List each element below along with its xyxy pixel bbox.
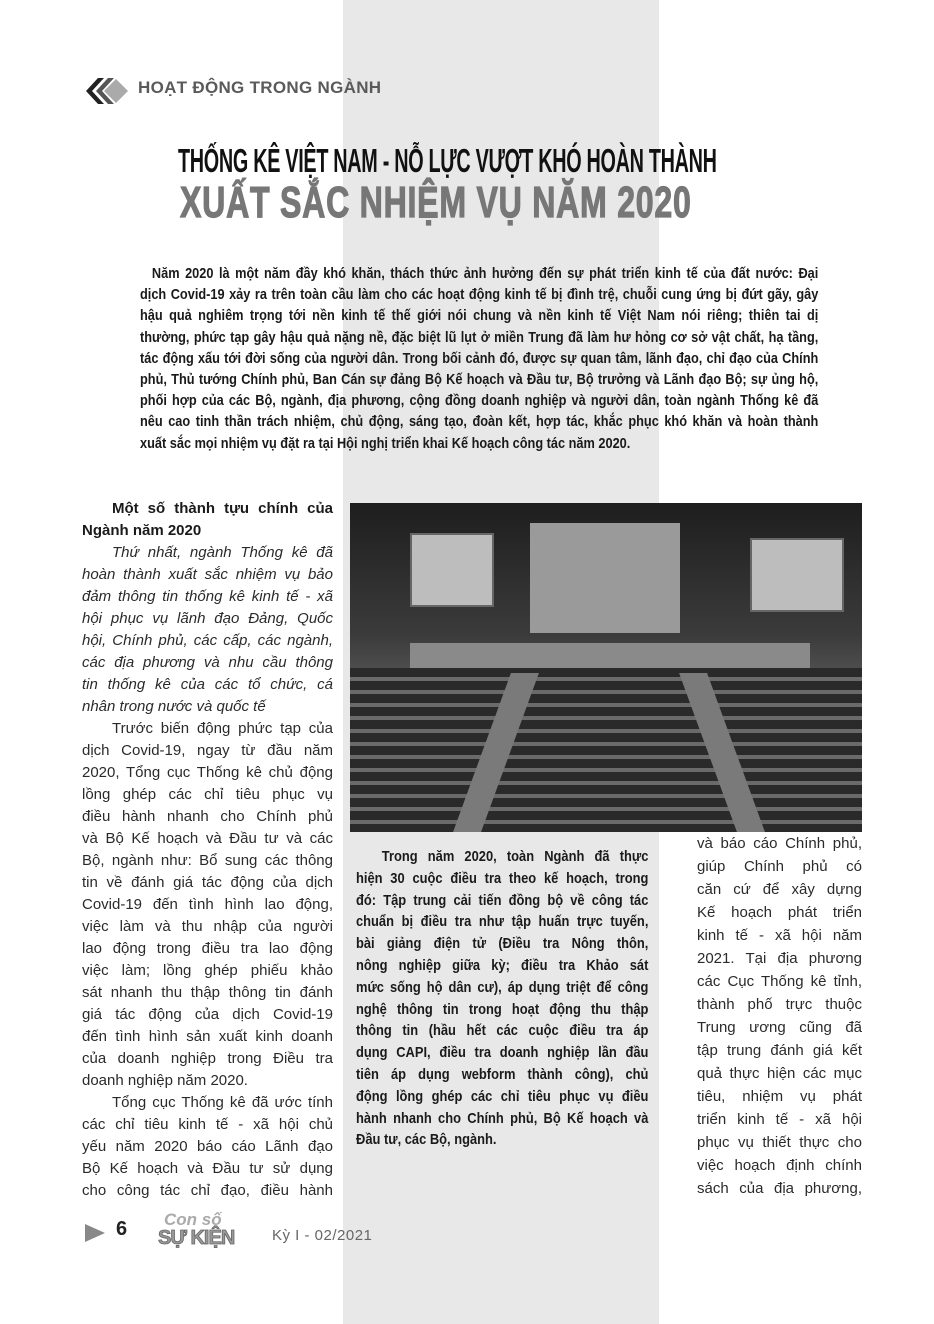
text-line: Trong năm 2020, toàn Ngành đã thực — [381, 848, 649, 865]
intro-paragraph — [140, 263, 818, 454]
section-label: HOẠT ĐỘNG TRONG NGÀNH — [138, 78, 382, 97]
text-line: việc hoạch định chính — [697, 1157, 862, 1174]
text-line: tập trung đánh giá kết — [697, 1042, 862, 1059]
text-line: động lồng ghép các chỉ tiêu phục vụ điều — [356, 1087, 649, 1105]
logo-line2: SỰ KIỆN — [158, 1227, 235, 1249]
text-line: việc làm và thu nhập của người — [82, 918, 333, 935]
logo-line1: Con số — [164, 1210, 222, 1229]
text-line: lao động trong điều tra lao động — [82, 940, 333, 957]
text-line: xuất sắc mọi nhiệm vụ đặt ra tại Hội nghị triển khai Kế hoạch công tác năm 2020. — [140, 434, 631, 452]
projection-screen — [750, 538, 844, 612]
text-line: tin về đánh giá tác động của dịch — [82, 874, 333, 891]
middle-column — [356, 846, 648, 1151]
text-line: chuẩn bị điều tra như tập huấn trực tuyến, — [356, 913, 649, 931]
left-column — [82, 498, 333, 1202]
text-line: sát nhanh thu thập thông tin đánh — [82, 984, 333, 1001]
text-line: nông nghiệp giữa kỳ; điều tra Khảo sát — [356, 956, 649, 974]
text-line: sách của địa phương, — [697, 1180, 862, 1197]
text-line: hội phục vụ lãnh đạo Đảng, Quốc — [82, 610, 333, 627]
text-line: các địa phương và nhu cầu thông — [82, 654, 333, 671]
text-line: Thứ nhất, ngành Thống kê đã — [112, 544, 333, 561]
text-line: giá tác động của dịch Covid-19 — [82, 1006, 333, 1023]
footer-arrow-icon — [85, 1224, 105, 1242]
text-line: thành phố trực thuộc — [697, 996, 862, 1013]
article-title-line2: XUẤT SẮC NHIỆM VỤ NĂM 2020 — [180, 178, 692, 227]
text-line: mức sống hộ dân cư), áp dụng triệt để công — [356, 978, 649, 996]
text-line: Một số thành tựu chính của — [112, 500, 333, 517]
text-line: và Bộ Kế hoạch và Đầu tư và các — [82, 830, 333, 847]
text-line: nhân trong nước và quốc tế — [82, 698, 266, 715]
text-line: việc làm; lồng ghép phiếu khảo — [82, 962, 333, 979]
issue-label: Kỳ I - 02/2021 — [272, 1227, 373, 1244]
text-line: Đầu tư, các Bộ, ngành. — [356, 1131, 497, 1149]
text-line: hội, Chính phủ, các cấp, các ngành, — [82, 632, 333, 649]
text-line: thông tin (hầu hết các cuộc điều tra áp — [356, 1022, 649, 1040]
projection-screen — [410, 533, 494, 607]
text-line: phục vụ thiết thực cho — [697, 1134, 862, 1151]
text-line: Tổng cục Thống kê đã ước tính — [112, 1094, 333, 1111]
text-line: các chỉ tiêu kinh tế - xã hội chủ — [82, 1116, 333, 1133]
section-arrows-icon — [84, 78, 132, 104]
text-line: Kế hoạch phát triển — [697, 904, 862, 921]
text-line: hậu quả nghiêm trọng tới nền kinh tế thế giới nói chung và nền kinh tế Việt Nam nói riêng; thiên tai dị — [140, 307, 819, 325]
text-line: thường, phức tạp gây hậu quả nặng nề, đặc biệt lũ lụt ở miền Trung đã làm hư hỏng cơ sở vật chất, hạ tầng, — [140, 328, 819, 346]
text-line: đó: Tập trung cải tiến đồng bộ về công tác — [356, 891, 649, 909]
text-line: dụng CAPI, điều tra doanh nghiệp lần đầu — [356, 1044, 649, 1062]
text-line: của doanh nghiệp trong Điều tra — [82, 1050, 333, 1067]
text-line: đảm thông tin thống kê kinh tế - xã — [82, 588, 333, 605]
text-line: tác động xấu tới đời sống của người dân. Trong bối cảnh đó, được sự quan tâm, lãnh đạo, chỉ đạo của Chính — [140, 349, 819, 367]
text-line: Bộ Kế hoạch và Đầu tư sử dụng — [82, 1160, 333, 1177]
text-line: Ngành năm 2020 — [82, 522, 202, 539]
text-line: giúp Chính phủ có — [697, 858, 862, 875]
text-line: phối hợp của các Bộ, ngành, địa phương, cộng đồng doanh nghiệp và người dân, toàn ngành Thống kê đã — [140, 392, 819, 410]
text-line: bài giảng điện tử (Điều tra Nông thôn, — [356, 935, 649, 953]
text-line: căn cứ để xây dựng — [697, 881, 862, 898]
right-column — [697, 832, 862, 1200]
text-line: dịch Covid-19 xảy ra trên toàn cầu làm cho các hoạt động kinh tế bị đình trệ, chuỗi cung ứng bị đứt gãy, gây — [140, 286, 819, 304]
text-line: phủ, Thủ tướng Chính phủ, Ban Cán sự đảng Bộ Kế hoạch và Đầu tư, Bộ trưởng và Lãnh đạo Bộ; sự ủng hộ, — [140, 371, 819, 389]
text-line: yếu năm 2020 báo cáo Lãnh đạo — [82, 1138, 333, 1155]
text-line: Trước biến động phức tạp của — [112, 720, 333, 737]
text-line: cho công tác chỉ đạo, điều hành — [82, 1182, 333, 1199]
conference-photo — [350, 503, 862, 832]
article-title-line1: THỐNG KÊ VIỆT NAM - NỖ LỰC VƯỢT KHÓ HOÀN THÀNH — [178, 142, 717, 179]
text-line: Covid-19 đến tình hình lao động, — [82, 896, 333, 913]
text-line: dịch Covid-19, ngay từ đầu năm — [82, 742, 333, 759]
text-line: nghệ thông tin trong hoạt động thu thập — [356, 1000, 649, 1018]
text-line: Năm 2020 là một năm đầy khó khăn, thách thức ảnh hưởng đến sự phát triển kinh tế của đất nước: Đại — [151, 265, 819, 282]
text-line: hành nhanh cho Chính phủ, Bộ Kế hoạch và — [356, 1109, 649, 1127]
audience-rows — [350, 668, 862, 832]
text-line: hiện 30 cuộc điều tra theo kế hoạch, trong — [356, 869, 649, 887]
text-line: tiên áp dụng webform thành công), chủ — [356, 1065, 649, 1083]
text-line: doanh nghiệp năm 2020. — [82, 1072, 248, 1089]
magazine-logo — [158, 1210, 266, 1250]
text-line: nêu cao tinh thần trách nhiệm, chủ động, sáng tạo, đoàn kết, hợp tác, khắc phục khó khăn và hoàn thành — [140, 413, 819, 431]
text-line: đến tình hình sản xuất kinh doanh — [82, 1028, 333, 1045]
text-line: tin thống kê của các tổ chức, cá — [82, 676, 333, 693]
text-line: 2021. Tại địa phương — [697, 950, 862, 967]
text-line: và báo cáo Chính phủ, — [697, 835, 862, 852]
stage-backdrop — [530, 523, 680, 633]
text-line: 2020, Tổng cục Thống kê chủ động — [82, 764, 333, 781]
text-line: các Cục Thống kê tỉnh, — [697, 973, 862, 990]
text-line: điều hành nhanh cho Chính phủ — [82, 808, 333, 825]
text-line: Trung ương cũng đã — [697, 1019, 862, 1036]
text-line: Bộ, ngành như: Bổ sung các thông — [82, 852, 333, 869]
text-line: quả thực hiện các mục — [697, 1065, 862, 1082]
text-line: kinh tế - xã hội năm — [697, 927, 862, 944]
page-number: 6 — [116, 1218, 128, 1240]
text-line: hoàn thành xuất sắc nhiệm vụ bảo — [82, 566, 333, 583]
text-line: triển kinh tế - xã hội — [697, 1111, 862, 1128]
text-line: tiêu, nhiệm vụ phát — [697, 1088, 862, 1105]
text-line: lồng ghép các chỉ tiêu phục vụ — [82, 786, 333, 803]
